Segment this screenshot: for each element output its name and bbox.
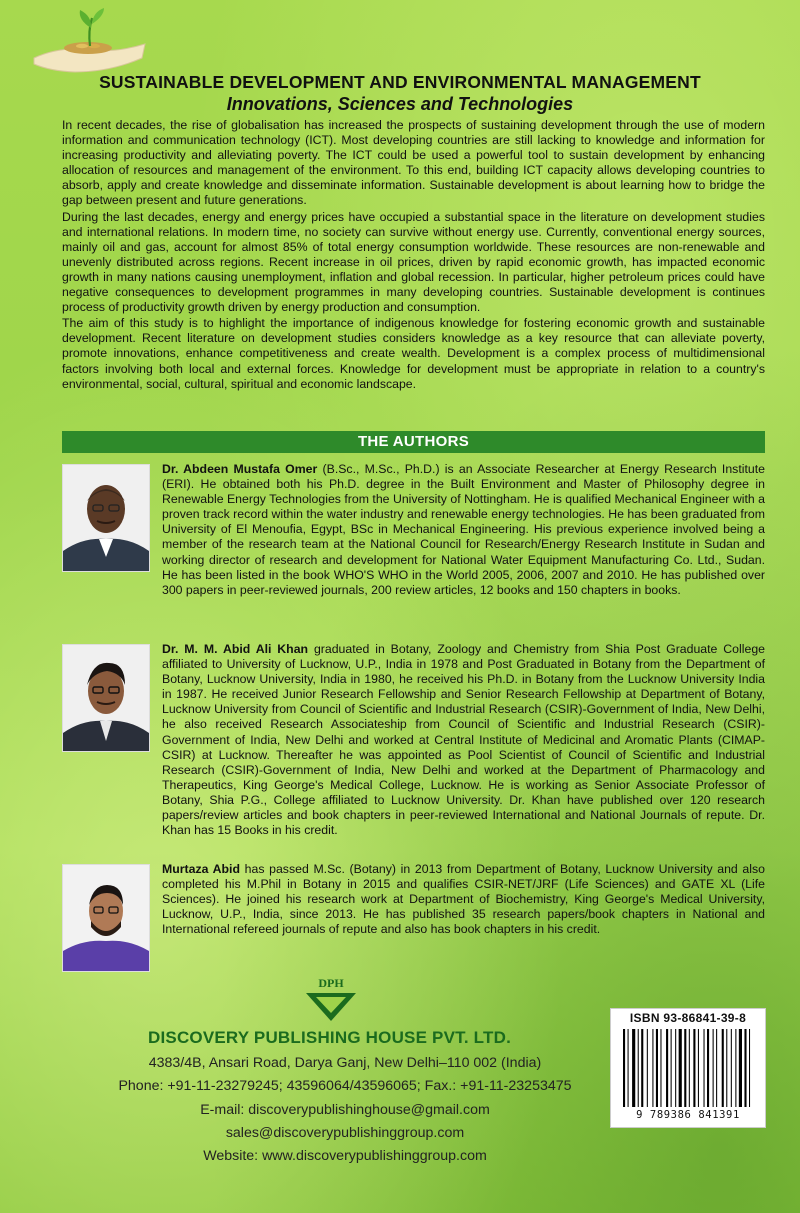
barcode-bar — [628, 1029, 629, 1107]
barcode-bar — [722, 1029, 724, 1107]
book-subtitle: Innovations, Sciences and Technologies — [226, 94, 574, 114]
barcode-bar — [716, 1029, 717, 1107]
barcode-bar — [698, 1029, 699, 1107]
barcode-bar — [638, 1029, 639, 1107]
description-paragraph: In recent decades, the rise of globalisation has increased the prospects of sustaining development through the use of modern information and communication technology (ICT). Most developing countries are still lacking to knowledge and information for increasing productivity and alleviating poverty. The ICT could be used a powerful tool to sustain development by enhancing allocation of resources and management of the environment. To this end, building ICT capacity allows developing countries to absorb, apply and create knowledge and disseminate information. Sustainable development is about learning how to bridge the gap between present and future generations. — [62, 118, 765, 208]
author-name: Dr. Abdeen Mustafa Omer — [162, 462, 318, 476]
barcode-bar — [666, 1029, 668, 1107]
author-photo — [62, 864, 150, 972]
description-paragraph: During the last decades, energy and energy prices have occupied a substantial space in the literature on development studies and international relations. In modern time, no society can survive without energy use. Currently, conventional energy sources, mainly oil and gas, account for almost 85% of total energy consumption worldwide. These resources are non-renewable and unevenly distributed across regions. Recent increase in oil prices, driven by rapid economic growth, has impacted economic growth in many nations causing unemployment, inflation and global recession. In particular, higher petroleum prices could have negative consequences to development programmes in many developing countries. Sustainable development is continues process of productivity growth driven by energy production and consumption. — [62, 209, 765, 315]
author-photo — [62, 464, 150, 572]
barcode-bar — [693, 1029, 695, 1107]
barcode-bar — [749, 1029, 750, 1107]
barcode-bar — [707, 1029, 709, 1107]
publisher-sales-email: sales@discoverypublishinggroup.com — [225, 1125, 465, 1141]
barcode-bar — [726, 1029, 727, 1107]
isbn-label: ISBN 93-86841-39-8 — [629, 1011, 747, 1025]
barcode-bar — [684, 1029, 686, 1107]
publisher-email: E-mail: discoverypublishinghouse@gmail.com — [200, 1102, 490, 1118]
barcode-bar — [704, 1029, 705, 1107]
dph-logo-text: DPH — [318, 976, 344, 990]
barcode-bar — [641, 1029, 643, 1107]
barcode — [621, 1029, 757, 1107]
author-photo — [62, 644, 150, 752]
authors-heading: THE AUTHORS — [62, 431, 765, 453]
barcode-bar — [656, 1029, 658, 1107]
description-paragraph: The aim of this study is to highlight the importance of indigenous knowledge for fostering economic growth and sustainable development. Recent literature on development studies considers knowledge as a key resource that can alleviate poverty, promote innovations, enhance competitiveness and create wealth. Development is a complex process of multidimensional factors involving both local and external forces. Knowledge for development must be appropriate in relation to a country's environmental, social, cultural, spiritual and economic landscape. — [62, 316, 765, 391]
barcode-digits: 9 789386 841391 — [636, 1109, 740, 1121]
author-bio — [162, 862, 765, 937]
author-bio-text: (B.Sc., M.Sc., Ph.D.) is an Associate Researcher at Energy Research Institute (ERI). He obtained both his Ph.D. degree in the Built Environment and Master of Philosophy degree in Renewable Energy Technologies from the University of Nottingham. He is qualified Mechanical Engineer with a proven track record within the water industry and renewable energy technologies. He has been graduated from University of El Menoufia, Egypt, BSc in Mechanical Engineering. His previous experience involved being a member of the research team at the National Council for Research/Energy Research Institute in Sudan and working director of research and development for National Water Equipment Manufacturing Co. Ltd., Sudan. He has been listed in the book WHO'S WHO in the World 2005, 2006, 2007 and 2010. He has published over 300 papers in peer-reviewed journals, 200 review articles, 12 books and 150 chapters in books. — [162, 462, 765, 597]
barcode-bar — [671, 1029, 672, 1107]
author-bio-text: has passed M.Sc. (Botany) in 2013 from Department of Botany, Lucknow University and also completed his M.Phil in Botany in 2015 and qualifies CSIR-NET/JRF (Life Sciences) and GATE XL (Life Sciences). He joined his research work at Department of Biochemistry, King George's Medical University, Lucknow, U.P., India, since 2013. He has published 35 research papers/book chapters in National and International refereed journals of repute and also has book chapters in his credit. — [162, 862, 765, 937]
author-name: Dr. M. M. Abid Ali Khan — [162, 642, 309, 656]
barcode-bar — [647, 1029, 648, 1107]
barcode-bar — [679, 1029, 682, 1107]
barcode-bar — [744, 1029, 746, 1107]
publisher-name: DISCOVERY PUBLISHING HOUSE PVT. LTD. — [148, 1028, 511, 1047]
barcode-bar — [689, 1029, 690, 1107]
publisher-address: 4383/4B, Ansari Road, Darya Ganj, New Delhi–110 002 (India) — [148, 1055, 542, 1071]
book-title: SUSTAINABLE DEVELOPMENT AND ENVIRONMENTAL MANAGEMENT — [99, 72, 701, 92]
author-bio — [162, 462, 765, 598]
author-bio-text: graduated in Botany, Zoology and Chemistry from Shia Post Graduate College affiliated to University of Lucknow, U.P., India in 1978 and Post Graduated in Botany from the Department of Botany, Lucknow University, India in 1980, he received his Ph.D. in Botany from the Lucknow University India in 1987. He received Junior Research Fellowship and Senior Research Fellowship at Department of Botany, Lucknow University from Council of Scientific and Industrial Research (CSIR)-Government of India, New Delhi, he also received Research Associateship from Council of Scientific and Industrial Research (CSIR)-Government of India, New Delhi and worked at Central Institute of Medicinal and Aromatic Plants (CIMAP-CSIR) at Lucknow. Thereafter he was appointed as Pool Scientist of Council of Scientific and Industrial Research (CSIR)-Government of India, New Delhi and worked at the Department of Pharmacology and Therapeutics, King George's Medical College, Lucknow. He is working as Senior Associate Professor of Botany, Shia P.G., College affiliated to Lucknow University. Dr. Khan have published over 120 research papers/review articles and book chapters in peer-reviewed International and National Journals of repute. Dr. Khan has 15 Books in his credit. — [162, 642, 765, 838]
publisher-phone: Phone: +91-11-23279245; 43596064/43596065; Fax.: +91-11-23253475 — [118, 1078, 572, 1094]
book-description — [62, 118, 765, 393]
plant-in-hand-logo — [30, 6, 150, 81]
barcode-bar — [652, 1029, 653, 1107]
barcode-bar — [632, 1029, 635, 1107]
barcode-bar — [739, 1029, 742, 1107]
barcode-bar — [660, 1029, 661, 1107]
publisher-website: Website: www.discoverypublishinggroup.com — [203, 1148, 487, 1164]
header — [0, 72, 800, 115]
author-name: Murtaza Abid — [162, 862, 240, 876]
barcode-bar — [735, 1029, 736, 1107]
author-bio — [162, 642, 765, 838]
barcode-bar — [623, 1029, 625, 1107]
dph-logo — [300, 975, 362, 1023]
barcode-bar — [675, 1029, 676, 1107]
isbn-barcode-box — [610, 1008, 766, 1128]
barcode-bar — [713, 1029, 714, 1107]
barcode-bar — [731, 1029, 732, 1107]
